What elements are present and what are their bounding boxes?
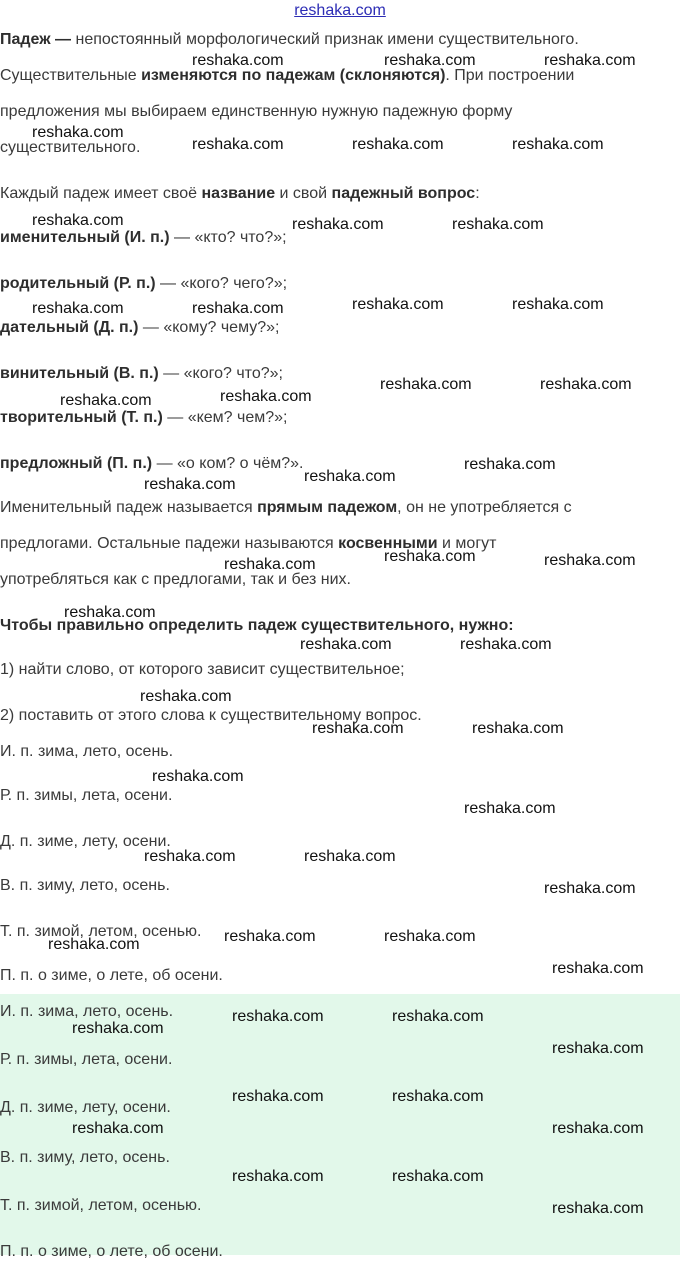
case-question: — «кого? что?»; — [158, 365, 283, 382]
bold: падежный вопрос — [331, 185, 476, 202]
watermark: reshaka.com — [32, 124, 124, 141]
text: и могут — [437, 535, 497, 552]
case-name: предложный (П. п.) — [0, 455, 153, 472]
direct-line-1 — [0, 498, 572, 518]
how-to-step-2: 2) поставить от этого слова к существительному вопрос. — [0, 707, 422, 724]
watermark: reshaka.com — [292, 216, 384, 233]
term-case: Падеж — — [0, 31, 72, 48]
watermark: reshaka.com — [32, 212, 124, 229]
watermark: reshaka.com — [392, 1008, 484, 1025]
intro-line-3: предложения мы выбираем единственную нужную падежную форму — [0, 103, 513, 120]
case-question: — «кого? чего?»; — [155, 275, 288, 292]
watermark: reshaka.com — [220, 388, 312, 405]
watermark: reshaka.com — [552, 1120, 644, 1137]
watermark: reshaka.com — [472, 720, 564, 737]
watermark: reshaka.com — [464, 800, 556, 817]
bold: название — [201, 185, 276, 202]
watermark: reshaka.com — [232, 1088, 324, 1105]
intro-bold: изменяются по падежам (склоняются) — [141, 67, 446, 84]
highlight-line: Т. п. зимой, летом, осенью. — [0, 1197, 202, 1214]
how-to-step-1: 1) найти слово, от которого зависит существительное; — [0, 661, 405, 678]
watermark: reshaka.com — [64, 604, 156, 621]
watermark: reshaka.com — [544, 880, 636, 897]
watermark: reshaka.com — [304, 468, 396, 485]
watermark: reshaka.com — [32, 300, 124, 317]
text: Каждый падеж имеет своё — [0, 185, 202, 202]
watermark: reshaka.com — [232, 1008, 324, 1025]
watermark: reshaka.com — [144, 476, 236, 493]
case-dative — [0, 318, 280, 338]
case-nominative — [0, 228, 287, 248]
watermark: reshaka.com — [384, 548, 476, 565]
case-prepositional — [0, 454, 304, 474]
watermark: reshaka.com — [464, 456, 556, 473]
watermark: reshaka.com — [544, 52, 636, 69]
watermark: reshaka.com — [392, 1088, 484, 1105]
intro-text: непостоянный морфологический признак имени существительного. — [71, 31, 579, 48]
case-instrumental — [0, 408, 288, 428]
watermark: reshaka.com — [192, 136, 284, 153]
example-line: Т. п. зимой, летом, осенью. — [0, 923, 202, 940]
watermark: reshaka.com — [72, 1120, 164, 1137]
example-line: Д. п. зиме, лету, осени. — [0, 833, 171, 850]
highlight-line: В. п. зиму, лето, осень. — [0, 1149, 170, 1166]
highlight-line: Д. п. зиме, лету, осени. — [0, 1099, 171, 1116]
highlight-line: П. п. о зиме, о лете, об осени. — [0, 1243, 223, 1260]
watermark: reshaka.com — [552, 1200, 644, 1217]
case-name: винительный (В. п.) — [0, 365, 159, 382]
case-name: дательный (Д. п.) — [0, 319, 139, 336]
watermark: reshaka.com — [140, 688, 232, 705]
case-question: — «кто? что?»; — [169, 229, 287, 246]
text: предлогами. Остальные падежи называются — [0, 535, 339, 552]
watermark: reshaka.com — [452, 216, 544, 233]
intro-text: Существительные — [0, 67, 142, 84]
bold: прямым падежом — [257, 499, 398, 516]
intro-line-2 — [0, 66, 574, 86]
watermark: reshaka.com — [224, 928, 316, 945]
watermark: reshaka.com — [460, 636, 552, 653]
watermark: reshaka.com — [152, 768, 244, 785]
example-line: В. п. зиму, лето, осень. — [0, 877, 170, 894]
watermark: reshaka.com — [48, 936, 140, 953]
case-question: — «о ком? о чём?». — [152, 455, 304, 472]
case-genitive — [0, 274, 287, 294]
watermark: reshaka.com — [300, 636, 392, 653]
cases-intro — [0, 184, 480, 204]
text: , он не употребляется с — [397, 499, 572, 516]
watermark: reshaka.com — [72, 1020, 164, 1037]
watermark: reshaka.com — [60, 392, 152, 409]
watermark: reshaka.com — [544, 552, 636, 569]
site-link[interactable]: reshaka.com — [294, 2, 386, 19]
text: Именительный падеж называется — [0, 499, 258, 516]
intro-text: . При построении — [445, 67, 575, 84]
example-line: П. п. о зиме, о лете, об осени. — [0, 967, 223, 984]
case-name: именительный (И. п.) — [0, 229, 170, 246]
direct-line-3: употребляться как с предлогами, так и без них. — [0, 571, 351, 588]
watermark: reshaka.com — [552, 1040, 644, 1057]
case-name: родительный (Р. п.) — [0, 275, 156, 292]
example-line: И. п. зима, лето, осень. — [0, 743, 174, 760]
heading: Чтобы правильно определить падеж существительного, нужно: — [0, 617, 514, 634]
highlight-line: Р. п. зимы, лета, осени. — [0, 1051, 173, 1068]
watermark: reshaka.com — [312, 720, 404, 737]
watermark: reshaka.com — [232, 1168, 324, 1185]
watermark: reshaka.com — [352, 296, 444, 313]
watermark: reshaka.com — [392, 1168, 484, 1185]
watermark: reshaka.com — [540, 376, 632, 393]
watermark: reshaka.com — [512, 136, 604, 153]
watermark: reshaka.com — [192, 300, 284, 317]
case-question: — «кому? чему?»; — [138, 319, 280, 336]
intro-line-1 — [0, 30, 579, 50]
highlight-line: И. п. зима, лето, осень. — [0, 1003, 174, 1020]
intro-line-4: существительного. — [0, 139, 141, 156]
watermark: reshaka.com — [144, 848, 236, 865]
watermark: reshaka.com — [224, 556, 316, 573]
watermark: reshaka.com — [380, 376, 472, 393]
watermark: reshaka.com — [552, 960, 644, 977]
bold: косвенными — [338, 535, 438, 552]
case-question: — «кем? чем?»; — [162, 409, 288, 426]
watermark: reshaka.com — [384, 928, 476, 945]
case-name: творительный (Т. п.) — [0, 409, 163, 426]
watermark: reshaka.com — [384, 52, 476, 69]
text: и свой — [275, 185, 332, 202]
example-line: Р. п. зимы, лета, осени. — [0, 787, 173, 804]
case-accusative — [0, 364, 283, 384]
watermark: reshaka.com — [304, 848, 396, 865]
watermark: reshaka.com — [192, 52, 284, 69]
text: : — [475, 185, 480, 202]
watermark: reshaka.com — [512, 296, 604, 313]
watermark: reshaka.com — [352, 136, 444, 153]
